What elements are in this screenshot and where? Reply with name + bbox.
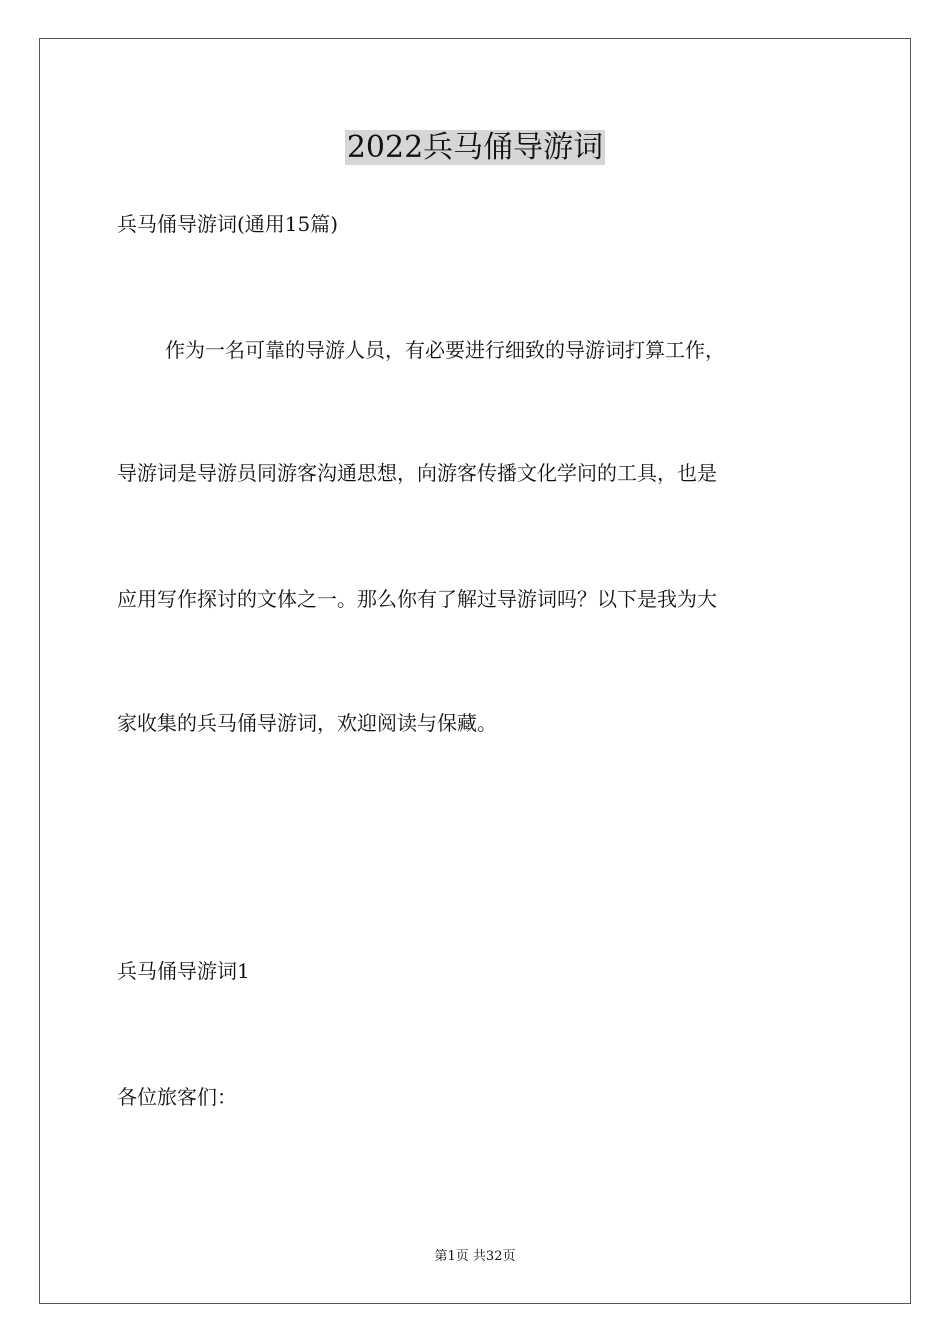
document-title — [0, 128, 950, 168]
intro-line-2: 导游词是导游员同游客沟通思想，向游客传播文化学问的工具，也是 — [117, 461, 717, 485]
intro-line-1: 作为一名可靠的导游人员，有必要进行细致的导游词打算工作， — [165, 338, 725, 362]
intro-line-4: 家收集的兵马俑导游词，欢迎阅读与保藏。 — [117, 711, 497, 735]
section-heading: 兵马俑导游词1 — [117, 959, 250, 983]
document-subtitle: 兵马俑导游词(通用15篇) — [117, 212, 339, 236]
document-title-text: 2022兵马俑导游词 — [346, 130, 604, 165]
greeting-line: 各位旅客们： — [117, 1085, 237, 1109]
intro-line-3: 应用写作探讨的文体之一。那么你有了解过导游词吗？以下是我为大 — [117, 587, 717, 611]
page-footer: 第1页 共32页 — [434, 1249, 516, 1264]
